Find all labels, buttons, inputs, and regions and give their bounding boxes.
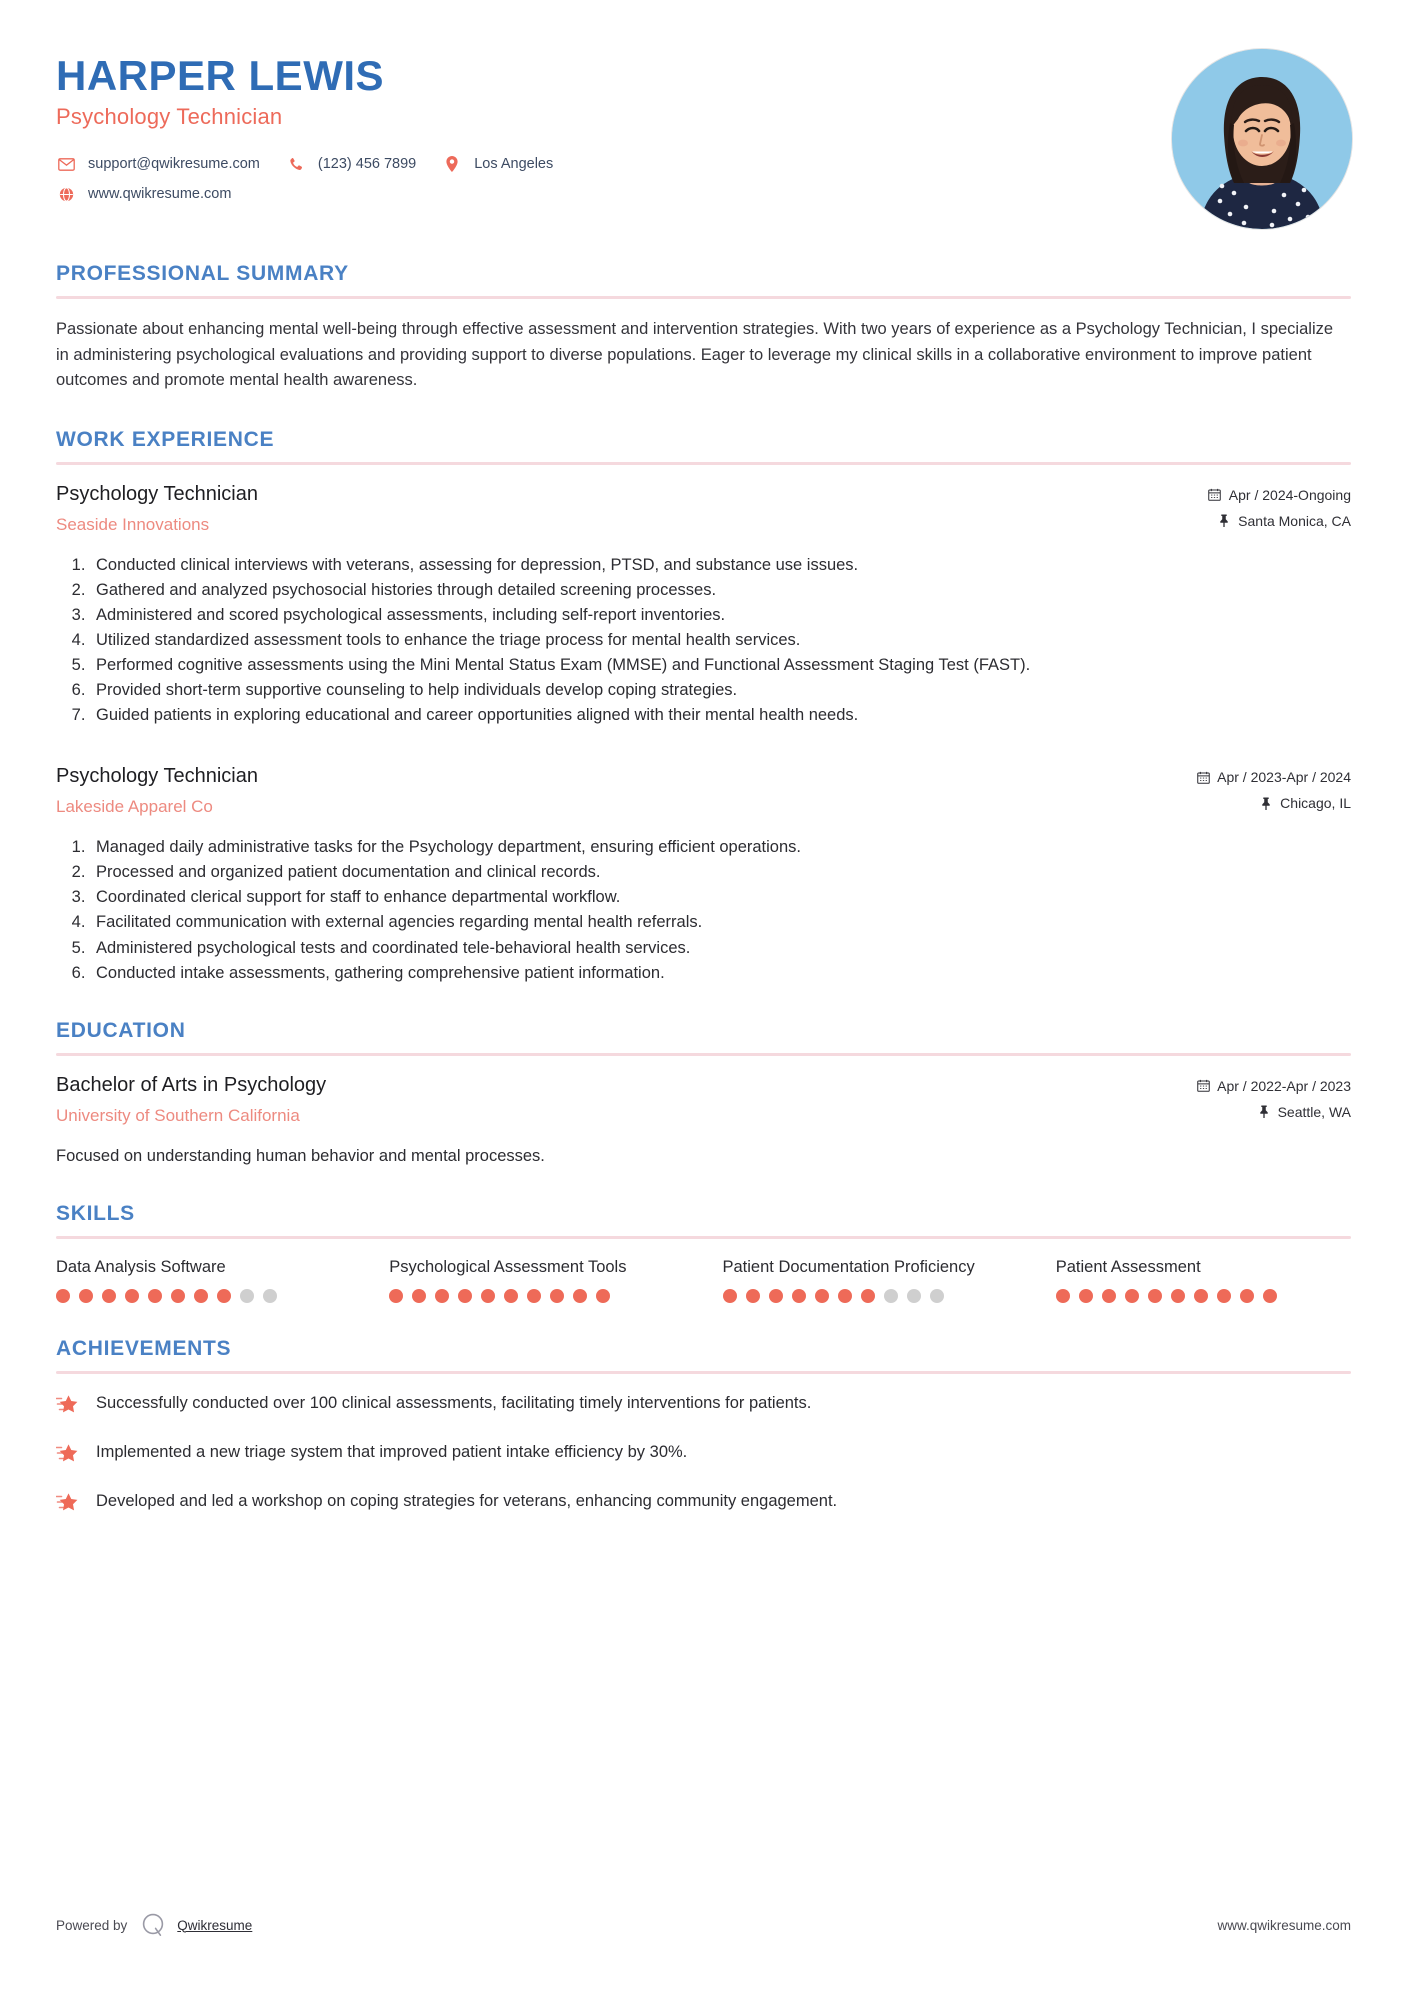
education-entry-left — [56, 1074, 1196, 1126]
experience-entry-head — [56, 483, 1351, 539]
experience-entry — [56, 765, 1351, 984]
contact-email[interactable] — [56, 156, 260, 172]
section-work-experience — [56, 428, 1351, 985]
section-divider — [56, 462, 1351, 465]
section-education — [56, 1019, 1351, 1169]
experience-entry-left — [56, 483, 1208, 535]
calendar-icon — [1196, 1079, 1210, 1093]
shooting-star-icon — [56, 1491, 82, 1515]
experience-company: Lakeside Apparel Co — [56, 797, 213, 817]
experience-dates-text: Apr / 2023-Apr / 2024 — [1217, 769, 1351, 786]
contact-email-text: support@qwikresume.com — [88, 156, 260, 173]
experience-location-text: Santa Monica, CA — [1238, 512, 1351, 529]
contact-website-text: www.qwikresume.com — [88, 186, 232, 203]
achievement-text: Developed and led a workshop on coping strategies for veterans, enhancing community engagement. — [96, 1492, 838, 1511]
skill-item — [1056, 1257, 1351, 1303]
qwikresume-link[interactable]: Qwikresume — [177, 1917, 253, 1933]
education-entry-head — [56, 1074, 1351, 1130]
skill-dot-filled — [125, 1289, 139, 1303]
education-entry-meta — [1196, 1074, 1351, 1130]
resume-header — [56, 0, 1351, 228]
skill-dot-filled — [1194, 1289, 1208, 1303]
achievement-item — [56, 1441, 1351, 1466]
education-dates — [1196, 1078, 1351, 1094]
section-title-skills: SKILLS — [56, 1202, 135, 1226]
experience-bullets — [56, 835, 1351, 984]
calendar-icon — [1196, 770, 1210, 784]
experience-dates — [1196, 769, 1351, 785]
education-degree: Bachelor of Arts in Psychology — [56, 1073, 327, 1096]
skill-dot-filled — [838, 1289, 852, 1303]
contact-phone-text: (123) 456 7899 — [317, 156, 417, 173]
contact-row-primary — [56, 156, 1171, 172]
skill-dot-filled — [792, 1289, 806, 1303]
pushpin-icon — [1257, 1105, 1271, 1119]
education-entry — [56, 1074, 1351, 1169]
bullet-item: 6. Conducted intake assessments, gathering comprehensive patient information. — [90, 961, 1351, 985]
calendar-icon — [1208, 488, 1222, 502]
skill-dot-empty — [240, 1289, 254, 1303]
skill-dot-filled — [1171, 1289, 1185, 1303]
section-divider — [56, 1371, 1351, 1374]
avatar — [1171, 48, 1353, 230]
section-divider — [56, 1053, 1351, 1056]
experience-company: Seaside Innovations — [56, 514, 210, 534]
skill-item — [389, 1257, 684, 1303]
contact-location — [442, 156, 553, 172]
skill-dot-filled — [1102, 1289, 1116, 1303]
skill-dot-filled — [458, 1289, 472, 1303]
skill-dot-filled — [1240, 1289, 1254, 1303]
experience-entry-head — [56, 765, 1351, 821]
section-divider — [56, 1236, 1351, 1239]
skill-dot-empty — [263, 1289, 277, 1303]
bullet-item: 7. Guided patients in exploring educational and career opportunities aligned with their mental health needs. — [90, 703, 1351, 727]
candidate-job-title: Psychology Technician — [56, 104, 283, 130]
skill-dot-filled — [723, 1289, 737, 1303]
skill-dot-filled — [79, 1289, 93, 1303]
achievement-text: Implemented a new triage system that improved patient intake efficiency by 30%. — [96, 1443, 688, 1462]
skill-label: Patient Assessment — [1055, 1258, 1201, 1277]
experience-dates — [1208, 487, 1351, 503]
experience-bullets — [56, 553, 1351, 728]
powered-by-label: Powered by — [56, 1917, 128, 1933]
bullet-item: 1. Managed daily administrative tasks for the Psychology department, ensuring efficient operations. — [90, 835, 1351, 859]
skill-dot-filled — [504, 1289, 518, 1303]
skill-dot-empty — [930, 1289, 944, 1303]
avatar-wrap — [1171, 48, 1351, 228]
skill-dot-filled — [1125, 1289, 1139, 1303]
skill-dot-filled — [1148, 1289, 1162, 1303]
skill-dot-filled — [1217, 1289, 1231, 1303]
summary-text: Passionate about enhancing mental well-being through effective assessment and intervention strategies. With two years of experience as a Psychology Technician, I specialize in administering psychological evaluations and providing support to diverse populations. Eager to leverage my clinical skills in a collaborative environment to improve patient outcomes and promote mental health awareness. — [56, 320, 1334, 390]
bullet-item: 2. Gathered and analyzed psychosocial histories through detailed screening processes. — [90, 578, 1351, 602]
experience-location — [1208, 513, 1351, 529]
section-divider — [56, 296, 1351, 299]
globe-icon — [56, 186, 76, 202]
experience-location-text: Chicago, IL — [1280, 795, 1351, 812]
envelope-icon — [56, 156, 76, 172]
header-left — [56, 46, 1171, 202]
achievement-item — [56, 1490, 1351, 1515]
footer-url: www.qwikresume.com — [1217, 1917, 1351, 1933]
skill-dot-filled — [1263, 1289, 1277, 1303]
achievements-list — [56, 1392, 1351, 1515]
skill-dot-filled — [102, 1289, 116, 1303]
experience-location — [1196, 795, 1351, 811]
experience-entry-meta — [1196, 765, 1351, 821]
skill-dot-empty — [907, 1289, 921, 1303]
bullet-item: 5. Performed cognitive assessments using the Mini Mental Status Exam (MMSE) and Functional Assessment Staging Test (FAST). — [90, 653, 1351, 677]
education-location — [1196, 1104, 1351, 1120]
skill-dot-filled — [1079, 1289, 1093, 1303]
experience-dates-text: Apr / 2024-Ongoing — [1228, 486, 1351, 503]
education-note: Focused on understanding human behavior and mental processes. — [56, 1146, 545, 1165]
phone-icon — [286, 156, 306, 172]
contact-block — [56, 156, 1171, 202]
skill-dot-filled — [527, 1289, 541, 1303]
skill-dot-filled — [194, 1289, 208, 1303]
bullet-item: 3. Coordinated clerical support for staff to enhance departmental workflow. — [90, 885, 1351, 909]
achievement-item — [56, 1392, 1351, 1417]
shooting-star-icon — [56, 1442, 82, 1466]
skill-dot-filled — [412, 1289, 426, 1303]
skill-rating — [723, 1289, 1018, 1303]
skill-dot-filled — [435, 1289, 449, 1303]
skill-dot-filled — [769, 1289, 783, 1303]
experience-entry-meta — [1208, 483, 1351, 539]
bullet-item: 4. Facilitated communication with external agencies regarding mental health referrals. — [90, 910, 1351, 934]
section-achievements — [56, 1337, 1351, 1515]
section-title-experience: WORK EXPERIENCE — [56, 427, 275, 451]
avatar-illustration — [1172, 49, 1352, 229]
skill-dot-filled — [389, 1289, 403, 1303]
skill-dot-filled — [861, 1289, 875, 1303]
skill-item — [56, 1257, 351, 1303]
skill-rating — [389, 1289, 684, 1303]
experience-role: Psychology Technician — [56, 765, 258, 788]
section-title-achievements: ACHIEVEMENTS — [56, 1337, 232, 1361]
bullet-item: 1. Conducted clinical interviews with veterans, assessing for depression, PTSD, and substance use issues. — [90, 553, 1351, 577]
skill-dot-filled — [148, 1289, 162, 1303]
contact-website[interactable] — [56, 186, 231, 202]
skill-dot-filled — [217, 1289, 231, 1303]
experience-role: Psychology Technician — [56, 482, 258, 505]
skill-item — [723, 1257, 1018, 1303]
pushpin-icon — [1259, 796, 1273, 810]
section-professional-summary — [56, 262, 1351, 394]
skill-rating — [1056, 1289, 1351, 1303]
skill-dot-empty — [884, 1289, 898, 1303]
skills-grid — [56, 1257, 1351, 1303]
bullet-item: 6. Provided short-term supportive counseling to help individuals develop coping strategies. — [90, 678, 1351, 702]
bullet-item: 2. Processed and organized patient documentation and clinical records. — [90, 860, 1351, 884]
education-school: University of Southern California — [56, 1105, 300, 1125]
skill-dot-filled — [815, 1289, 829, 1303]
experience-entry-left — [56, 765, 1196, 817]
skill-dot-filled — [1056, 1289, 1070, 1303]
section-title-education: EDUCATION — [56, 1018, 186, 1042]
skill-dot-filled — [573, 1289, 587, 1303]
contact-row-website — [56, 186, 1171, 202]
pushpin-icon — [1217, 514, 1231, 528]
skill-dot-filled — [550, 1289, 564, 1303]
bullet-item: 3. Administered and scored psychological assessments, including self-report inventories. — [90, 603, 1351, 627]
experience-entry — [56, 483, 1351, 728]
shooting-star-icon — [56, 1393, 82, 1417]
skill-dot-filled — [481, 1289, 495, 1303]
bullet-item: 5. Administered psychological tests and coordinated tele-behavioral health services. — [90, 936, 1351, 960]
achievement-text: Successfully conducted over 100 clinical assessments, facilitating timely interventions for patients. — [96, 1394, 812, 1413]
education-dates-text: Apr / 2022-Apr / 2023 — [1217, 1077, 1351, 1094]
section-title-summary: PROFESSIONAL SUMMARY — [56, 262, 349, 285]
skill-label: Patient Documentation Proficiency — [722, 1258, 975, 1277]
skill-dot-filled — [56, 1289, 70, 1303]
skill-dot-filled — [171, 1289, 185, 1303]
qwikresume-logo-icon — [141, 1912, 167, 1938]
page-footer — [56, 1912, 1351, 1938]
skill-label: Psychological Assessment Tools — [389, 1258, 627, 1277]
contact-phone[interactable] — [286, 156, 416, 172]
skill-dot-filled — [746, 1289, 760, 1303]
candidate-name: HARPER LEWIS — [56, 52, 385, 99]
skill-label: Data Analysis Software — [56, 1258, 226, 1277]
education-location-text: Seattle, WA — [1277, 1103, 1351, 1120]
bullet-item: 4. Utilized standardized assessment tools to enhance the triage process for mental health services. — [90, 628, 1351, 652]
map-pin-icon — [442, 156, 462, 172]
skill-dot-filled — [596, 1289, 610, 1303]
section-skills — [56, 1202, 1351, 1303]
contact-location-text: Los Angeles — [474, 156, 554, 173]
skill-rating — [56, 1289, 351, 1303]
powered-by — [56, 1912, 252, 1938]
